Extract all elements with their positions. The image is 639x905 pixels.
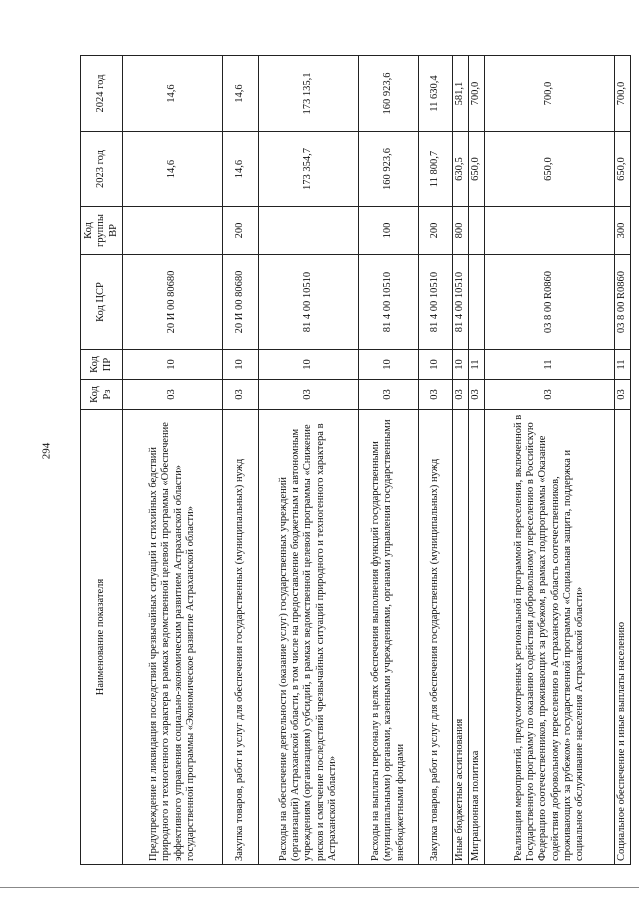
row-csr: 81 4 00 10510 <box>359 255 419 350</box>
row-rz: 03 <box>259 380 359 410</box>
row-name: Закупка товаров, работ и услуг для обеспечения государственных (муниципальных) нужд <box>223 410 259 865</box>
row-csr: 81 4 00 10510 <box>453 255 469 350</box>
row-pr: 10 <box>259 350 359 380</box>
row-2023: 173 354,7 <box>259 132 359 207</box>
row-2024: 14,6 <box>223 56 259 132</box>
row-pr: 10 <box>453 350 469 380</box>
row-pr: 11 <box>615 350 631 380</box>
row-csr: 03 8 00 R0860 <box>485 255 615 350</box>
row-name: Иные бюджетные ассигнования <box>453 410 469 865</box>
row-rz: 03 <box>123 380 223 410</box>
row-2024: 700,0 <box>469 56 485 132</box>
row-2024: 11 630,4 <box>419 56 453 132</box>
row-csr: 20 И 00 80680 <box>123 255 223 350</box>
row-2024: 173 135,1 <box>259 56 359 132</box>
row-rz: 03 <box>419 380 453 410</box>
row-csr <box>469 255 485 350</box>
row-csr: 81 4 00 10510 <box>419 255 453 350</box>
row-2023: 650,0 <box>469 132 485 207</box>
table-row <box>223 56 259 865</box>
row-2024: 14,6 <box>123 56 223 132</box>
table-row <box>259 56 359 865</box>
row-rz: 03 <box>223 380 259 410</box>
table-row <box>123 56 223 865</box>
row-pr: 11 <box>469 350 485 380</box>
header-vr: Код группы ВР <box>81 207 123 255</box>
row-vr <box>123 207 223 255</box>
table-header-row <box>81 56 123 865</box>
row-rz: 03 <box>485 380 615 410</box>
row-vr: 200 <box>223 207 259 255</box>
row-name: Предупреждение и ликвидация последствий чрезвычайных ситуаций и стихийных бедствий природного и техногенного характера в рамках ведомственной целевой программы «Обеспечение эффективного управления социально-экономическим развитием Астраханской области» государственной программы «Экономическое развитие Астраханской области» <box>123 410 223 865</box>
row-2023: 14,6 <box>223 132 259 207</box>
row-vr <box>259 207 359 255</box>
row-rz: 03 <box>469 380 485 410</box>
row-2023: 650,0 <box>615 132 631 207</box>
row-name: Расходы на обеспечение деятельности (оказание услуг) государственных учреждений (организаций) Астраханской области, в том числе на предоставление бюджетным и автономным учреждениям (организациям) субсидий, в рамках ведомственной целевой программы «Снижение рисков и смягчение последствий чрезвычайных ситуаций природного и техногенного характера в Астраханской области» <box>259 410 359 865</box>
row-2023: 160 923,6 <box>359 132 419 207</box>
table-row <box>615 56 631 865</box>
row-pr: 10 <box>419 350 453 380</box>
row-pr: 11 <box>485 350 615 380</box>
row-vr <box>469 207 485 255</box>
row-name: Реализация мероприятий, предусмотренных региональной программой переселения, включенной в Государственную программу по оказанию содействия добровольному переселению в Российскую Федерацию соотечественников, проживающих за рубежом, в рамках подпрограммы «Оказание содействия добровольному переселению в Астраханскую область соотечественников, проживающих за рубежом» государственной программы «Социальная защита, поддержка и социальное обслуживание населения Астраханской области» <box>485 410 615 865</box>
row-vr <box>485 207 615 255</box>
header-csr: Код ЦСР <box>81 255 123 350</box>
table-row <box>485 56 615 865</box>
table-row <box>419 56 453 865</box>
row-2024: 700,0 <box>615 56 631 132</box>
row-2024: 160 923,6 <box>359 56 419 132</box>
row-2023: 11 800,7 <box>419 132 453 207</box>
row-pr: 10 <box>223 350 259 380</box>
row-vr: 300 <box>615 207 631 255</box>
header-2024: 2024 год <box>81 56 123 132</box>
row-pr: 10 <box>123 350 223 380</box>
budget-table-wrapper <box>80 56 628 865</box>
row-vr: 100 <box>359 207 419 255</box>
row-vr: 200 <box>419 207 453 255</box>
header-pr: Код ПР <box>81 350 123 380</box>
row-2023: 650,0 <box>485 132 615 207</box>
table-row <box>453 56 469 865</box>
table-row <box>359 56 419 865</box>
row-rz: 03 <box>615 380 631 410</box>
row-name: Социальное обеспечение и иные выплаты населению <box>615 410 631 865</box>
header-name: Наименование показателя <box>81 410 123 865</box>
budget-table <box>80 55 631 865</box>
row-name: Расходы на выплаты персоналу в целях обеспечения выполнения функций государственными (муниципальными) органами, казенными учреждениями, органами управления государственными внебюджетными фондами <box>359 410 419 865</box>
row-name: Миграционная политика <box>469 410 485 865</box>
row-pr: 10 <box>359 350 419 380</box>
row-2024: 581,1 <box>453 56 469 132</box>
row-csr: 03 8 00 R0860 <box>615 255 631 350</box>
row-vr: 800 <box>453 207 469 255</box>
row-2023: 630,5 <box>453 132 469 207</box>
table-row <box>469 56 485 865</box>
row-rz: 03 <box>359 380 419 410</box>
header-2023: 2023 год <box>81 132 123 207</box>
row-rz: 03 <box>453 380 469 410</box>
row-csr: 81 4 00 10510 <box>259 255 359 350</box>
row-csr: 20 И 00 80680 <box>223 255 259 350</box>
row-2024: 700,0 <box>485 56 615 132</box>
page-number: 294 <box>40 442 53 460</box>
row-2023: 14,6 <box>123 132 223 207</box>
header-rz: Код Рз <box>81 380 123 410</box>
row-name: Закупка товаров, работ и услуг для обеспечения государственных (муниципальных) нужд <box>419 410 453 865</box>
footer-divider <box>0 887 639 888</box>
